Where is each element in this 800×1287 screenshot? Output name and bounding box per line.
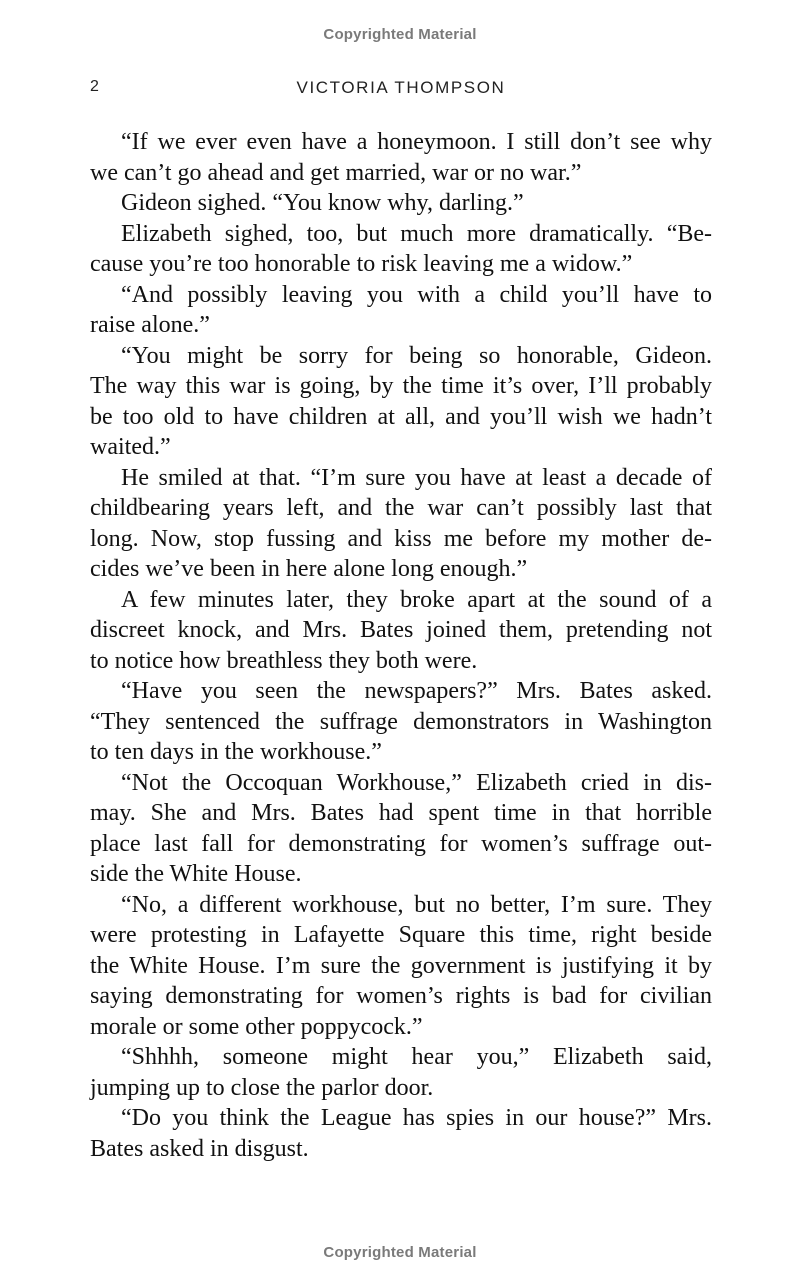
text-line: were protesting in Lafayette Square this time, right beside xyxy=(90,922,712,948)
paragraph xyxy=(90,585,712,677)
page-number: 2 xyxy=(90,78,99,95)
text-line: the White House. I’m sure the government is justifying it by xyxy=(90,952,712,979)
text-line: Bates asked in disgust. xyxy=(90,1135,309,1162)
text-line: jumping up to close the parlor door. xyxy=(90,1074,434,1101)
text-line: side the White House. xyxy=(90,861,302,887)
text-line: “Have you seen the newspapers?” Mrs. Bates asked. xyxy=(121,678,712,704)
paragraph xyxy=(90,463,712,585)
watermark-top: Copyrighted Material xyxy=(323,26,477,43)
text-line: waited.” xyxy=(90,434,171,460)
text-line: cides we’ve been in here alone long enough.” xyxy=(90,556,528,582)
paragraph xyxy=(90,890,712,1043)
paragraph xyxy=(90,341,712,463)
text-line: A few minutes later, they broke apart at the sound of a xyxy=(121,586,712,613)
text-line: “No, a different workhouse, but no better, I’m sure. They xyxy=(121,891,712,918)
text-line: we can’t go ahead and get married, war or no war.” xyxy=(90,159,582,186)
text-line: “They sentenced the suffrage demonstrators in Washington xyxy=(90,708,712,735)
paragraph xyxy=(90,188,712,219)
text-line: be too old to have children at all, and you’ll wish we hadn’t xyxy=(90,403,712,430)
text-line: to notice how breathless they both were. xyxy=(90,647,478,674)
text-line: “You might be sorry for being so honorable, Gideon. xyxy=(121,342,712,369)
text-line: childbearing years left, and the war can’t possibly last that xyxy=(90,495,712,521)
body-text xyxy=(90,127,712,1164)
text-line: “And possibly leaving you with a child you’ll have to xyxy=(121,281,712,308)
text-line: “If we ever even have a honeymoon. I still don’t see why xyxy=(121,129,712,155)
text-line: Gideon sighed. “You know why, darling.” xyxy=(121,190,524,216)
running-head-author: VICTORIA THOMPSON xyxy=(296,78,506,97)
text-line: “Not the Occoquan Workhouse,” Elizabeth cried in dis- xyxy=(121,769,712,796)
paragraph xyxy=(90,768,712,890)
text-line: He smiled at that. “I’m sure you have at least a decade of xyxy=(121,464,712,491)
paragraph xyxy=(90,1103,712,1164)
paragraph xyxy=(90,676,712,768)
running-head xyxy=(90,78,712,100)
text-line: “Do you think the League has spies in our house?” Mrs. xyxy=(121,1105,712,1131)
text-line: Elizabeth sighed, too, but much more dramatically. “Be- xyxy=(121,220,712,247)
text-line: place last fall for demonstrating for women’s suffrage out- xyxy=(90,830,712,857)
paragraph xyxy=(90,1042,712,1103)
text-line: morale or some other poppycock.” xyxy=(90,1013,423,1040)
text-line: raise alone.” xyxy=(90,312,210,338)
text-line: “Shhhh, someone might hear you,” Elizabeth said, xyxy=(121,1044,712,1070)
text-line: may. She and Mrs. Bates had spent time in that horrible xyxy=(90,800,712,826)
paragraph xyxy=(90,219,712,280)
text-line: discreet knock, and Mrs. Bates joined them, pretending not xyxy=(90,617,712,643)
paragraph xyxy=(90,280,712,341)
watermark-bottom: Copyrighted Material xyxy=(323,1244,477,1261)
text-line: saying demonstrating for women’s rights is bad for civilian xyxy=(90,983,712,1009)
text-line: long. Now, stop fussing and kiss me before my mother de- xyxy=(90,525,712,552)
text-line: The way this war is going, by the time it’s over, I’ll probably xyxy=(90,373,712,399)
text-line: cause you’re too honorable to risk leaving me a widow.” xyxy=(90,251,633,277)
text-line: to ten days in the workhouse.” xyxy=(90,739,382,765)
paragraph xyxy=(90,127,712,188)
